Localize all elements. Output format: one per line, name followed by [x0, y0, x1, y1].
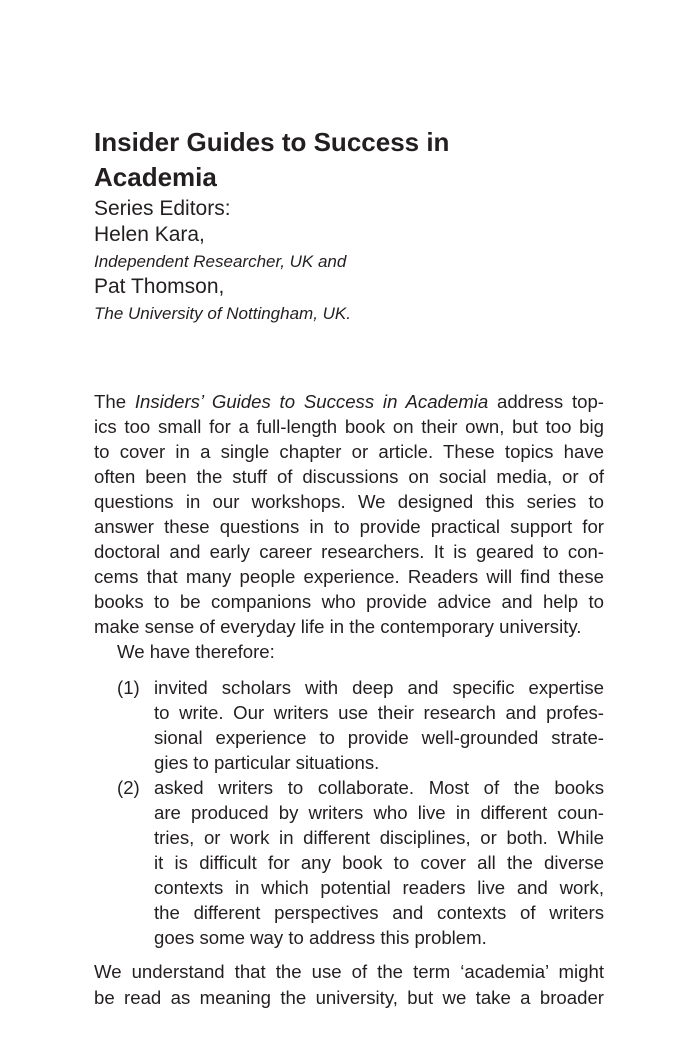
editor-name: Helen Kara, [94, 223, 205, 246]
editor-affiliation: Independent Researcher, UK and [94, 252, 347, 271]
text-line: questions in our workshops. We designed this series to [94, 491, 604, 512]
text: The [94, 391, 135, 412]
text-line: asked writers to collaborate. Most of the books [154, 777, 604, 798]
text-line: doctoral and early career researchers. It is geared to con- [94, 541, 604, 562]
text-line: contexts in which potential readers live and work, [154, 877, 604, 898]
text-line: cems that many people experience. Readers will find these [94, 566, 604, 587]
editor-name: Pat Thomson, [94, 275, 225, 298]
text-line: gies to particular situations. [154, 752, 380, 773]
text-line: be read as meaning the university, but we take a broader [94, 987, 604, 1008]
series-title-line2: Academia [94, 162, 217, 192]
text-line: answer these questions in to provide practical support for [94, 516, 604, 537]
editor-affiliation: The University of Nottingham, UK. [94, 304, 351, 323]
text-line: ics too small for a full-length book on their own, but too big [94, 416, 604, 437]
text-line: to write. Our writers use their research and profes- [154, 702, 604, 723]
text-line: are produced by writers who live in different coun- [154, 802, 604, 823]
text-line: tries, or work in different disciplines, or both. While [154, 827, 604, 848]
series-name-italic: Insiders’ Guides to Success in Academia [134, 391, 489, 412]
text-line: goes some way to address this problem. [154, 927, 487, 948]
list-number: (2) [117, 777, 140, 798]
intro-first-line [94, 389, 604, 414]
text-line: make sense of everyday life in the contemporary university. [94, 616, 582, 637]
text-line: invited scholars with deep and specific expertise [154, 677, 604, 698]
editors-label: Series Editors: [94, 197, 231, 220]
series-title-line1: Insider Guides to Success in [94, 127, 450, 157]
text-line: the different perspectives and contexts of writers [154, 902, 604, 923]
text-line: We understand that the use of the term ‘academia’ might [94, 961, 604, 982]
text-line: it is difficult for any book to cover all the diverse [154, 852, 604, 873]
we-have-therefore: We have therefore: [117, 641, 275, 662]
text-line: to cover in a single chapter or article. These topics have [94, 441, 604, 462]
text-line: books to be companions who provide advice and help to [94, 591, 604, 612]
text-line: sional experience to provide well-grounded strate- [154, 727, 604, 748]
list-number: (1) [117, 677, 140, 698]
text-line: often been the stuff of discussions on social media, or of [94, 466, 604, 487]
text: address top- [488, 391, 604, 412]
